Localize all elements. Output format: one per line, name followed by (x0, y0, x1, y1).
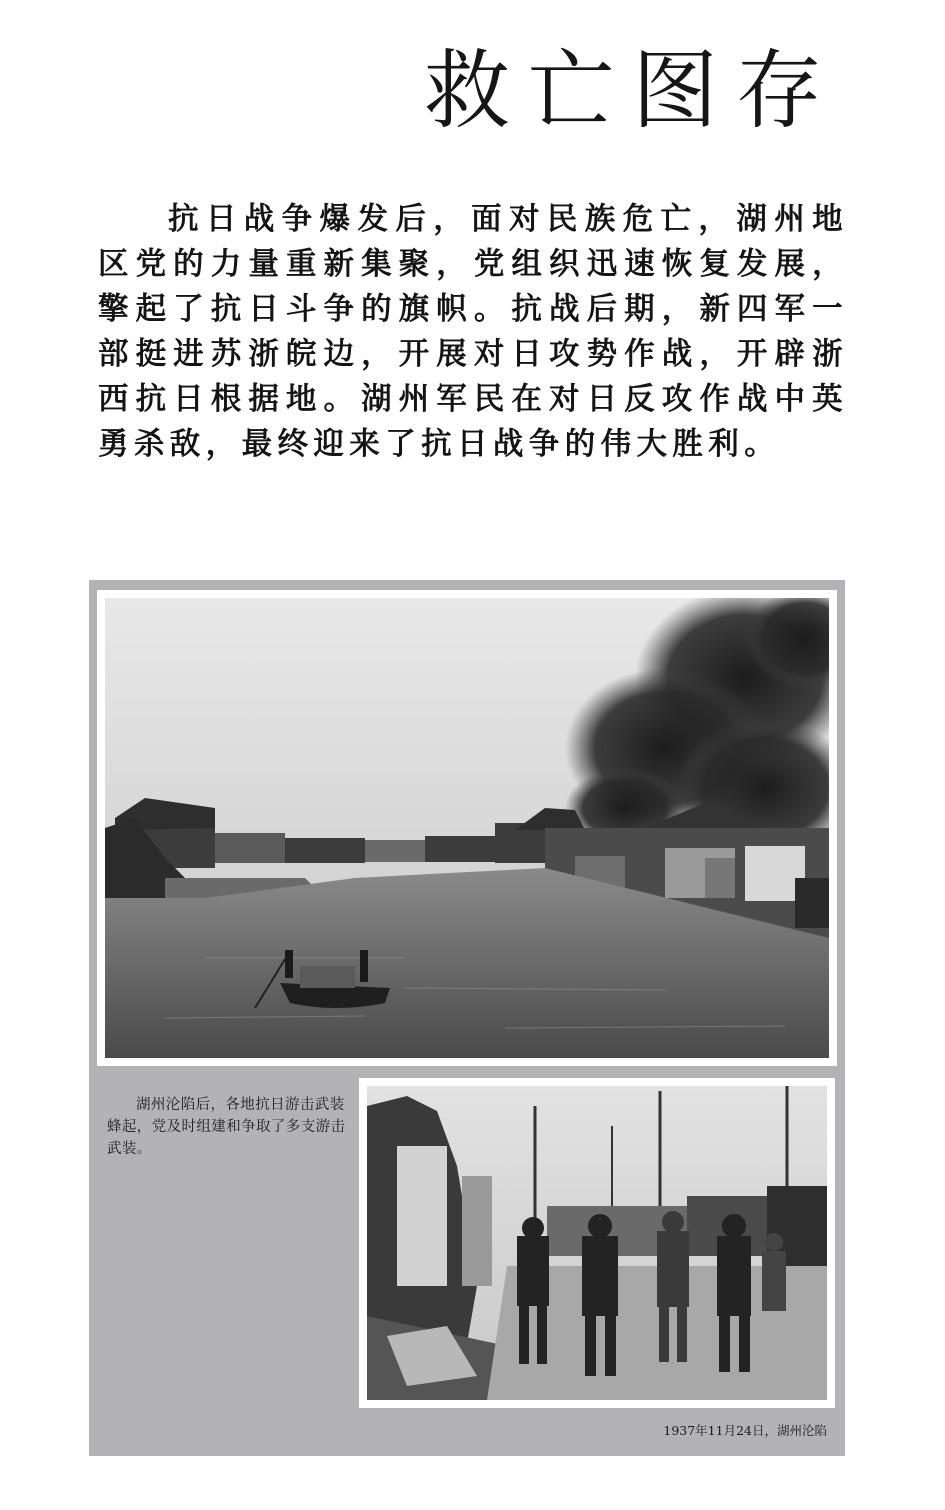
photo-frame-top (97, 590, 837, 1066)
photo-soldiers-street-ruins (367, 1086, 827, 1400)
photo-panel (89, 580, 845, 1456)
photo-river-town-burning (105, 598, 829, 1058)
photo-frame-bottom (359, 1078, 835, 1408)
caption-guerrilla: 湖州沦陷后，各地抗日游击武装蜂起，党及时组建和争取了多支游击武装。 (107, 1097, 346, 1157)
caption-fall-date: 1937年11月24日，湖州沦陷 (663, 1423, 827, 1438)
intro-paragraph: 抗日战争爆发后，面对民族危亡，湖州地区党的力量重新集聚，党组织迅速恢复发展，擎起了抗日斗争的旗帜。抗战后期，新四军一部挺进苏浙皖边，开展对日攻势作战，开辟浙西抗日根据地。湖州军民在对日反攻作战中英勇杀敌，最终迎来了抗日战争的伟大胜利。 (98, 202, 848, 462)
page-title: 救亡图存 (424, 41, 840, 141)
